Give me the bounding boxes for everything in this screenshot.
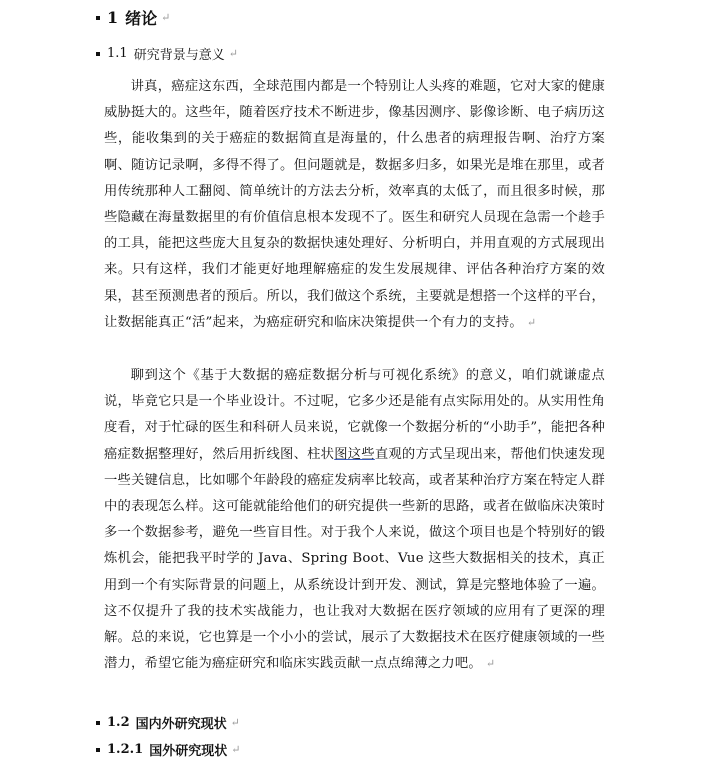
return-mark-icon: ↵ [230, 716, 240, 729]
list-bullet-icon [96, 721, 100, 725]
paragraph-text: 聊到这个《基于大数据的癌症数据分析与可视化系统》的意义，咱们就谦虚点说，毕竟它只是一个毕业设计。不过呢，它多少还是能有点实际用处的。从实用性角度看，对于忙碌的医生和科研人员来说，它就像一个数据分析的“小助手”，能把各种癌症数据整理好，然后用折线图、柱状 [104, 368, 605, 462]
return-mark-icon: ↵ [231, 743, 241, 756]
return-mark-icon: ↵ [161, 11, 171, 24]
heading-number: 1.2.1 [107, 742, 144, 757]
list-bullet-icon [96, 748, 100, 752]
grammar-underlined-text: 图这些 [334, 446, 375, 462]
return-mark-icon: ↵ [228, 47, 238, 60]
paragraph-background [104, 74, 605, 336]
heading-section-1-2 [96, 713, 240, 732]
list-bullet-icon [96, 16, 100, 20]
heading-title: 研究背景与意义 [133, 48, 225, 63]
heading-section-1-1 [96, 44, 238, 63]
heading-number: 1.2 [107, 715, 130, 730]
paragraph-text: 直观的方式呈现出来，帮他们快速发现一些关键信息，比如哪个年龄段的癌症发病率比较高，或者某种治疗方案在特定人群中的表现怎么样。这可能就能给他们的研究提供一些新的思路，或者在做临床决策时多一个数据参考，避免一些盲目性。对于我个人来说，做这个项目也是个特别好的锻炼机会，能把我平时学的 Java、Spring Boot、Vue 这些大数据相关的技术，真正用到一个有实际背景的问题上，从系统设计到开发、测试，算是完整地体验了一遍。这不仅提升了我的技术实战能力，也让我对大数据在医疗领域的应用有了更深的理解。总的来说，它也算是一个小小的尝试，展示了大数据技术在医疗健康领域的一些潜力，希望它能为癌症研究和临床实践贡献一点点绵薄之力吧。 [104, 446, 605, 672]
paragraph-significance [104, 363, 605, 677]
heading-chapter-1 [96, 6, 170, 29]
list-bullet-icon [96, 52, 100, 56]
return-mark-icon: ↵ [526, 315, 537, 329]
heading-title: 国外研究现状 [149, 744, 228, 759]
heading-section-1-2-1 [96, 740, 240, 759]
heading-number: 1.1 [107, 46, 128, 61]
heading-title: 国内外研究现状 [135, 717, 227, 732]
return-mark-icon: ↵ [485, 657, 496, 671]
paragraph-text: 讲真，癌症这东西，全球范围内都是一个特别让人头疼的难题，它对大家的健康威胁挺大的。这些年，随着医疗技术不断进步，像基因测序、影像诊断、电子病历这些，能收集到的关于癌症的数据简直是海量的，什么患者的病理报告啊、治疗方案啊、随访记录啊，多得不得了。但问题就是，数据多归多，如果光是堆在那里，或者用传统那种人工翻阅、简单统计的方法去分析，效率真的太低了，而且很多时候，那些隐藏在海量数据里的有价值信息根本发现不了。医生和研究人员现在急需一个趁手的工具，能把这些庞大且复杂的数据快速处理好、分析明白，并用直观的方式展现出来。只有这样，我们才能更好地理解癌症的发生发展规律、评估各种治疗方案的效果，甚至预测患者的预后。所以，我们做这个系统，主要就是想搭一个这样的平台，让数据能真正“活”起来，为癌症研究和临床决策提供一个有力的支持。 [104, 79, 605, 330]
heading-number: 1 [107, 8, 119, 27]
heading-title: 绪论 [125, 9, 158, 28]
